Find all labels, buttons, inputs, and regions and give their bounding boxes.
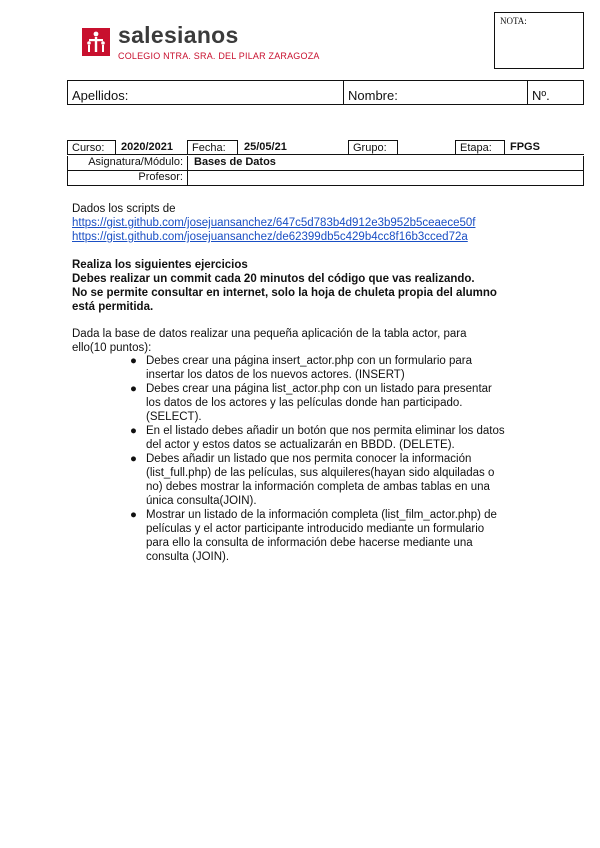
script-link-1[interactable]: https://gist.github.com/josejuansanchez/647c5d783b4d912e3b952b5ceaece50f <box>72 217 476 229</box>
apellidos-label: Apellidos: <box>72 88 129 103</box>
grupo-label: Grupo: <box>348 140 398 155</box>
bullet-icon: ● <box>130 383 137 395</box>
salesianos-logo-icon <box>82 28 110 56</box>
list-item: ● Mostrar un listado de la información completa (list_film_actor.php) de películas y el actor participante introducido mediante un formulario para ello la consulta de información debe hacerse mediante una consulta (JOIN). <box>130 509 497 563</box>
apellidos-field[interactable] <box>68 81 344 104</box>
bullet-icon: ● <box>130 355 137 367</box>
brand-name: salesianos <box>118 22 239 48</box>
instructions-title: Realiza los siguientes ejercicios <box>72 259 248 271</box>
list-item: ● En el listado debes añadir un botón que nos permita eliminar los datos del actor y estos datos se actualizarán en BBDD. (DELETE). <box>130 425 505 451</box>
etapa-value: FPGS <box>510 141 540 153</box>
info-divider <box>67 154 584 155</box>
numero-field[interactable] <box>528 81 583 104</box>
instructions-commit: Debes realizar un commit cada 20 minutos del código que vas realizando. <box>72 273 475 285</box>
task-list <box>130 354 550 564</box>
script-link-2[interactable]: https://gist.github.com/josejuansanchez/de62399db5c429b4cc8f16b3cced72a <box>72 231 468 243</box>
profesor-row <box>67 171 584 186</box>
nota-label: NOTA: <box>500 16 527 26</box>
etapa-label: Etapa: <box>455 140 505 155</box>
asignatura-row <box>67 156 584 171</box>
scripts-intro: Dados los scripts de <box>72 203 176 215</box>
brand-subtitle: COLEGIO NTRA. SRA. DEL PILAR ZARAGOZA <box>118 51 320 61</box>
grade-box[interactable] <box>494 12 584 69</box>
bullet-icon: ● <box>130 509 137 521</box>
instructions-internet: No se permite consultar en internet, solo la hoja de chuleta propia del alumno <box>72 287 497 299</box>
curso-label: Curso: <box>67 140 116 155</box>
numero-label: Nº. <box>532 88 550 103</box>
task-intro: Dada la base de datos realizar una pequeña aplicación de la tabla actor, para <box>72 328 467 340</box>
instructions-internet-cont: está permitida. <box>72 301 154 313</box>
curso-value: 2020/2021 <box>121 141 173 153</box>
profesor-label: Profesor: <box>68 171 188 185</box>
course-info-row <box>67 140 584 155</box>
task-intro-cont: ello(10 puntos): <box>72 342 152 354</box>
bullet-icon: ● <box>130 425 137 437</box>
bullet-icon: ● <box>130 453 137 465</box>
fecha-label: Fecha: <box>187 140 238 155</box>
nombre-field[interactable] <box>344 81 528 104</box>
nombre-label: Nombre: <box>348 88 398 103</box>
list-item: ● Debes añadir un listado que nos permita conocer la información (list_full.php) de las películas, sus alquileres(hayan sido alquiladas o no) debes mostrar la información completa de ambas tablas en una única consulta(JOIN). <box>130 453 495 507</box>
list-item: ● Debes crear una página insert_actor.php con un formulario para insertar los datos de los nuevos actores. (INSERT) <box>130 355 473 381</box>
asignatura-value: Bases de Datos <box>194 156 276 168</box>
student-info-row <box>67 80 584 105</box>
asignatura-label: Asignatura/Módulo: <box>68 156 188 170</box>
fecha-value: 25/05/21 <box>244 141 287 153</box>
list-item: ● Debes crear una página list_actor.php con un listado para presentar los datos de los actores y las películas donde han participado. (SELECT). <box>130 383 492 423</box>
